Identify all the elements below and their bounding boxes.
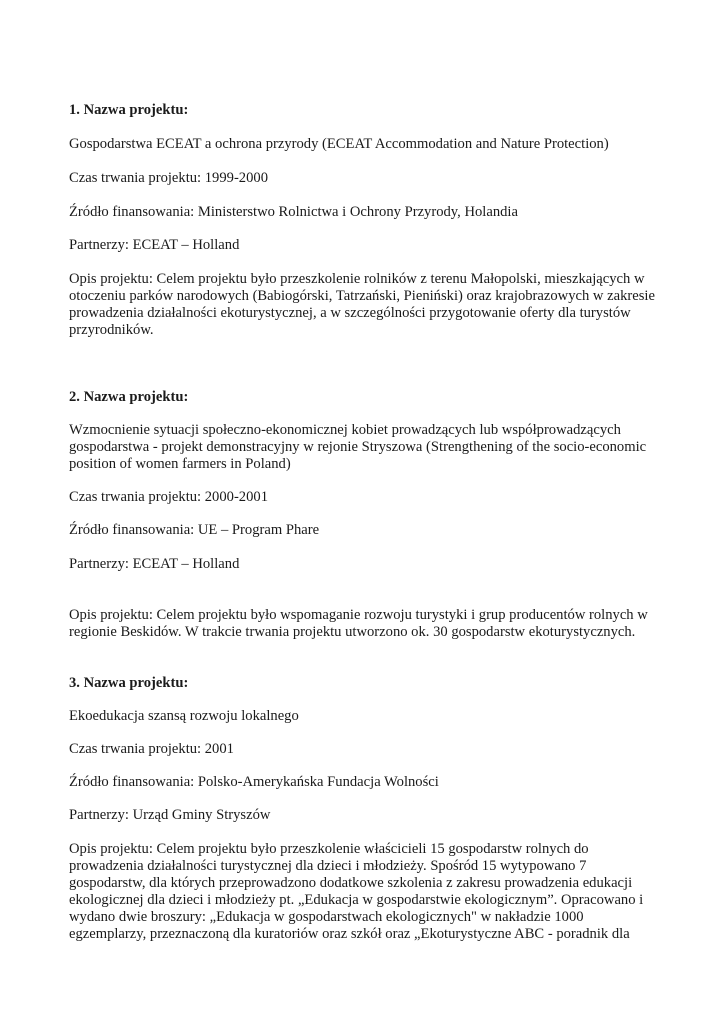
- project-2-description-line: regionie Beskidów. W trakcie trwania projektu utworzono ok. 30 gospodarstw ekoturystycznych.: [69, 624, 636, 640]
- project-2-funding: Źródło finansowania: UE – Program Phare: [69, 522, 320, 538]
- project-3-heading: 3. Nazwa projektu:: [69, 675, 189, 691]
- project-3-description-line: wydano dwie broszury: „Edukacja w gospodarstwach ekologicznych" w nakładzie 1000: [69, 909, 584, 925]
- project-3-description-line: Opis projektu: Celem projektu było przeszkolenie właścicieli 15 gospodarstw rolnych do: [69, 841, 589, 857]
- project-1-description-line: Opis projektu: Celem projektu było przeszkolenie rolników z terenu Małopolski, mieszkających w: [69, 271, 645, 287]
- project-3-partners: Partnerzy: Urząd Gminy Stryszów: [69, 807, 271, 823]
- project-1-funding: Źródło finansowania: Ministerstwo Rolnictwa i Ochrony Przyrody, Holandia: [69, 204, 518, 220]
- project-2-name-line: position of women farmers in Poland): [69, 456, 291, 472]
- project-1-name: Gospodarstwa ECEAT a ochrona przyrody (ECEAT Accommodation and Nature Protection): [69, 136, 609, 152]
- project-1-duration: Czas trwania projektu: 1999-2000: [69, 170, 268, 186]
- project-1-heading: 1. Nazwa projektu:: [69, 102, 189, 118]
- project-1-description-line: prowadzenia działalności ekoturystycznej, a w szczególności przygotowanie oferty dla turystów: [69, 305, 631, 321]
- project-3-description-line: egzemplarzy, przeznaczoną dla kuratoriów oraz szkół oraz „Ekoturystyczne ABC - poradnik dla: [69, 926, 630, 942]
- project-2-duration: Czas trwania projektu: 2000-2001: [69, 489, 268, 505]
- project-2-name-line: gospodarstwa - projekt demonstracyjny w rejonie Stryszowa (Strengthening of the socio-economic: [69, 439, 647, 455]
- project-1-description-line: otoczeniu parków narodowych (Babiogórski, Tatrzański, Pieniński) oraz krajobrazowych w zakresie: [69, 288, 655, 304]
- project-3-description-line: ekologicznej dla dzieci i młodzieży pt. „Edukacja w gospodarstwie ekologicznym”. Opracowano i: [69, 892, 644, 908]
- project-1-description-line: przyrodników.: [69, 322, 154, 338]
- project-3-description-line: prowadzenia działalności turystycznej dla dzieci i młodzieży. Spośród 15 wytypowano 7: [69, 858, 587, 874]
- project-3-duration: Czas trwania projektu: 2001: [69, 741, 234, 757]
- project-3-name: Ekoedukacja szansą rozwoju lokalnego: [69, 708, 299, 724]
- project-2-description-line: Opis projektu: Celem projektu było wspomaganie rozwoju turystyki i grup producentów rolnych w: [69, 607, 648, 623]
- project-3-description-line: gospodarstw, dla których przeprowadzono dodatkowe szkolenia z zakresu prowadzenia edukacji: [69, 875, 633, 891]
- project-2-heading: 2. Nazwa projektu:: [69, 389, 189, 405]
- project-3-funding: Źródło finansowania: Polsko-Amerykańska Fundacja Wolności: [69, 774, 439, 790]
- project-1-partners: Partnerzy: ECEAT – Holland: [69, 237, 240, 253]
- project-2-name-line: Wzmocnienie sytuacji społeczno-ekonomicznej kobiet prowadzących lub współprowadzących: [69, 422, 621, 438]
- project-2-partners: Partnerzy: ECEAT – Holland: [69, 556, 240, 572]
